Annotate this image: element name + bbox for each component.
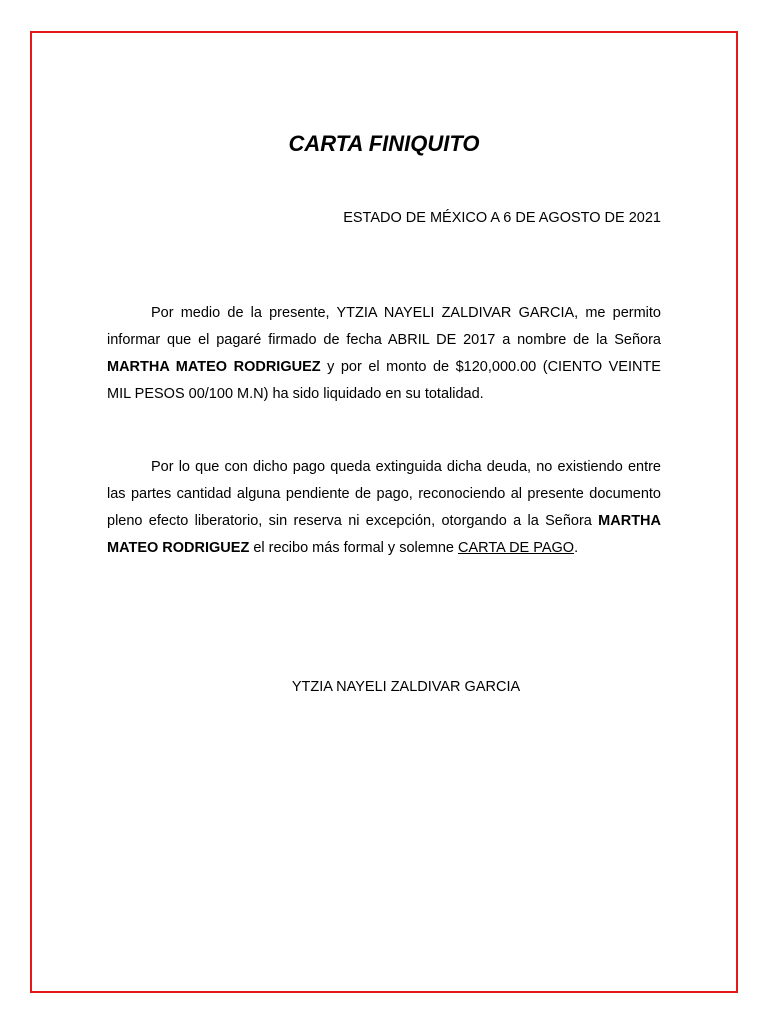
paragraph-2-text-b: el recibo más formal y solemne — [249, 540, 459, 556]
paragraph-2 — [107, 454, 661, 562]
paragraph-2-text-a: Por lo que con dicho pago queda extinguida dicha deuda, no existiendo entre las partes cantidad alguna pendiente de pago, reconociendo al presente documento pleno efecto liberatorio, sin reserva ni excepción, otorgando a la Señora — [107, 459, 661, 529]
paragraph-1 — [107, 300, 661, 408]
paragraph-1-text-b: y por el monto de $120,000.00 (CIENTO VEINTE MIL PESOS 00/100 M.N) ha sido liquidado en su totalidad. — [107, 359, 661, 402]
paragraph-2-text-c: . — [574, 540, 579, 556]
creditor-name: MARTHA MATEO RODRIGUEZ — [107, 513, 661, 556]
date-line: ESTADO DE MÉXICO A 6 DE AGOSTO DE 2021 — [343, 210, 661, 226]
creditor-name: MARTHA MATEO RODRIGUEZ — [107, 359, 321, 375]
paragraph-1-text-a: Por medio de la presente, YTZIA NAYELI ZALDIVAR GARCIA, me permito informar que el pagaré firmado de fecha ABRIL DE 2017 a nombre de la Señora — [107, 305, 661, 348]
document-title: CARTA FINIQUITO — [288, 131, 480, 156]
carta-de-pago-underlined: CARTA DE PAGO — [458, 540, 575, 556]
signature-name: YTZIA NAYELI ZALDIVAR GARCIA — [291, 679, 521, 695]
